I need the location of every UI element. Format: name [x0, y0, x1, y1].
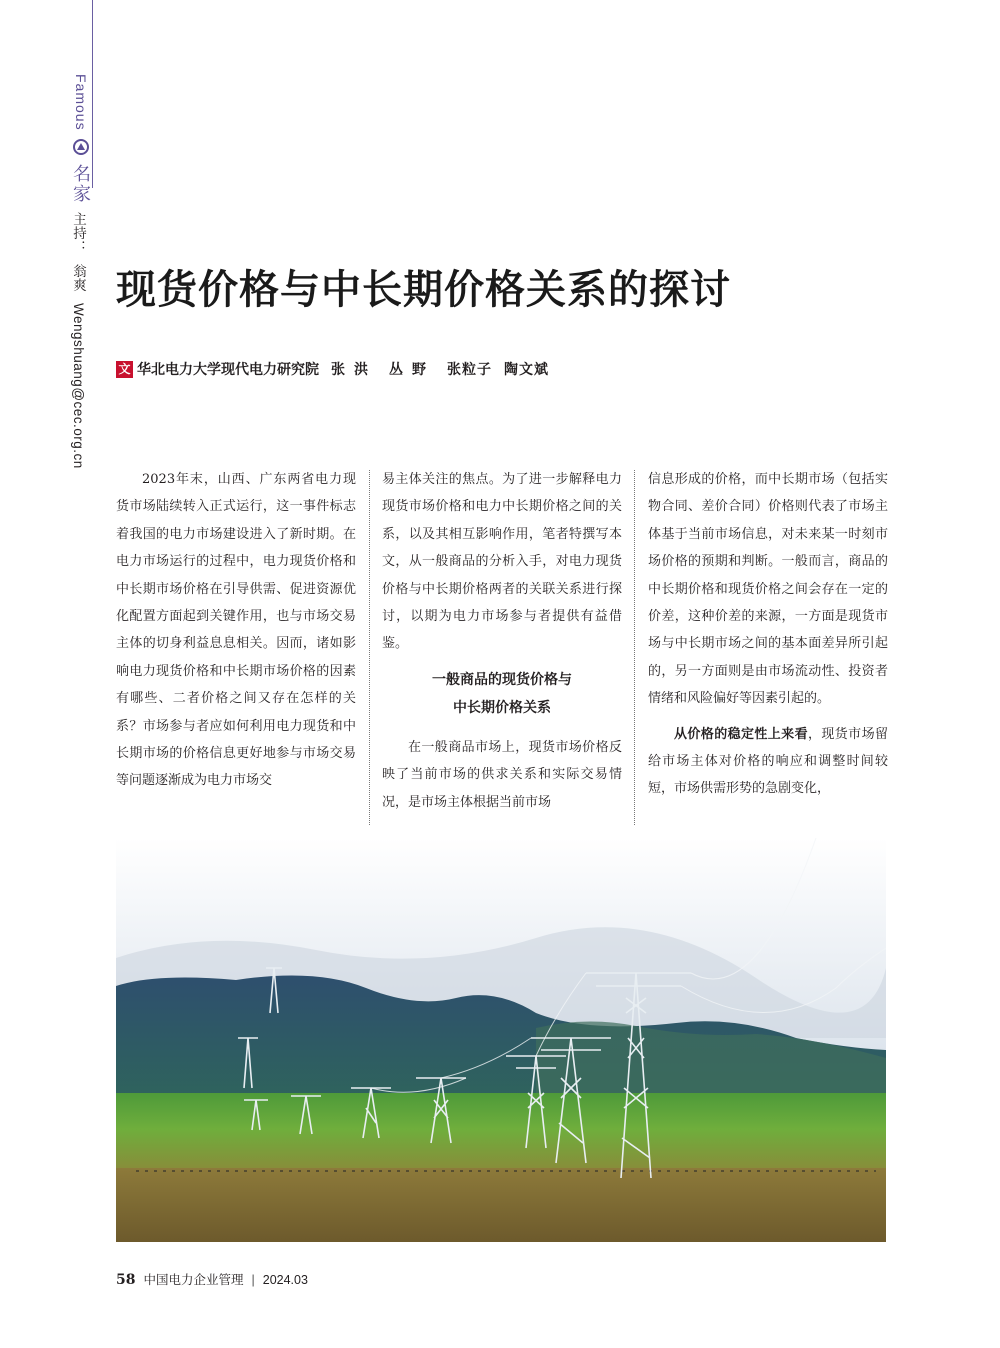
section-heading-line: 一般商品的现货价格与 [432, 671, 572, 688]
body-paragraph: 2023年末，山西、广东两省电力现货市场陆续转入正式运行，这一事件标志着我国的电力市场建设进入了新时期。在电力市场运行的过程中，电力现货价格和中长期市场价格在引导供需、促进资源优化配置方面起到关键作用，也与市场交易主体的切身利益息息相关。因而，诸如影响电力现货价格和中长期市场价格的因素有哪些、二者价格之间又存在怎样的关系？市场参与者应如何利用电力现货和中长期市场的价格信息更好地参与市场交易等问题逐渐成为电力市场交 [116, 472, 356, 789]
byline-affiliation: 华北电力大学现代电力研究院 [137, 362, 319, 378]
journal-name: 中国电力企业管理 [143, 1273, 244, 1287]
byline-tag: 文 [116, 361, 133, 378]
author-name: 张粒子 [447, 362, 492, 378]
author-name: 丛野 [389, 362, 435, 378]
famous-logo-icon [73, 139, 89, 155]
transmission-tower-photo [116, 838, 886, 1242]
body-paragraph: 信息形成的价格，而中长期市场（包括实物合同、差价合同）价格则代表了市场主体基于当前市场信息，对未来某一时刻市场价格的预期和判断。一般而言，商品的中长期价格和现货价格之间会存在一定的价差，这种价差的来源，一方面是现货市场与中长期市场之间的基本面差异所引起的，另一方面则是由市场流动性、投资者情绪和风险偏好等因素引起的。 [648, 472, 888, 707]
issue-number: 2024.03 [262, 1273, 308, 1287]
author-name: 张洪 [331, 362, 377, 378]
section-label-zh: 名家 [71, 164, 91, 205]
host-label: 主持： [71, 212, 86, 254]
body-paragraph: 易主体关注的焦点。为了进一步解释电力现货市场价格和电力中长期价格之间的关系，以及其相互影响作用，笔者特撰写本文，从一般商品的分析入手，对电力现货价格与中长期价格两者的关联关系进行探讨，以期为电力市场参与者提供有益借鉴。 [382, 472, 622, 652]
host-email: Wengshuang@cec.org.cn [71, 302, 86, 469]
paragraph-lead: 从价格的稳定性上来看 [674, 726, 808, 742]
page-number: 58 [116, 1272, 136, 1288]
text-column-3 [648, 466, 888, 803]
host-name: 翁爽 [71, 264, 86, 293]
author-name: 陶文斌 [504, 362, 549, 378]
footer-separator: | [251, 1273, 255, 1287]
paragraph-text: ，现货市场留给市场主体对价格的响应和调整时间较短，市场供需形势的急剧变化， [648, 726, 888, 797]
section-label [68, 74, 94, 204]
byline [116, 360, 549, 378]
column-divider [369, 470, 370, 825]
section-heading [382, 666, 622, 722]
column-divider [634, 470, 635, 825]
page-footer [116, 1270, 308, 1288]
body-paragraph: 在一般商品市场上，现货市场价格反映了当前市场的供求关系和实际交易情况，是市场主体根据当前市场 [382, 739, 622, 810]
article-title: 现货价格与中长期价格关系的探讨 [116, 267, 731, 313]
section-label-en: Famous [73, 74, 89, 131]
host-info [68, 212, 88, 474]
text-column-1 [116, 466, 356, 795]
body-paragraph [648, 721, 888, 803]
text-column-2 [382, 466, 622, 816]
section-heading-line: 中长期价格关系 [453, 699, 551, 716]
